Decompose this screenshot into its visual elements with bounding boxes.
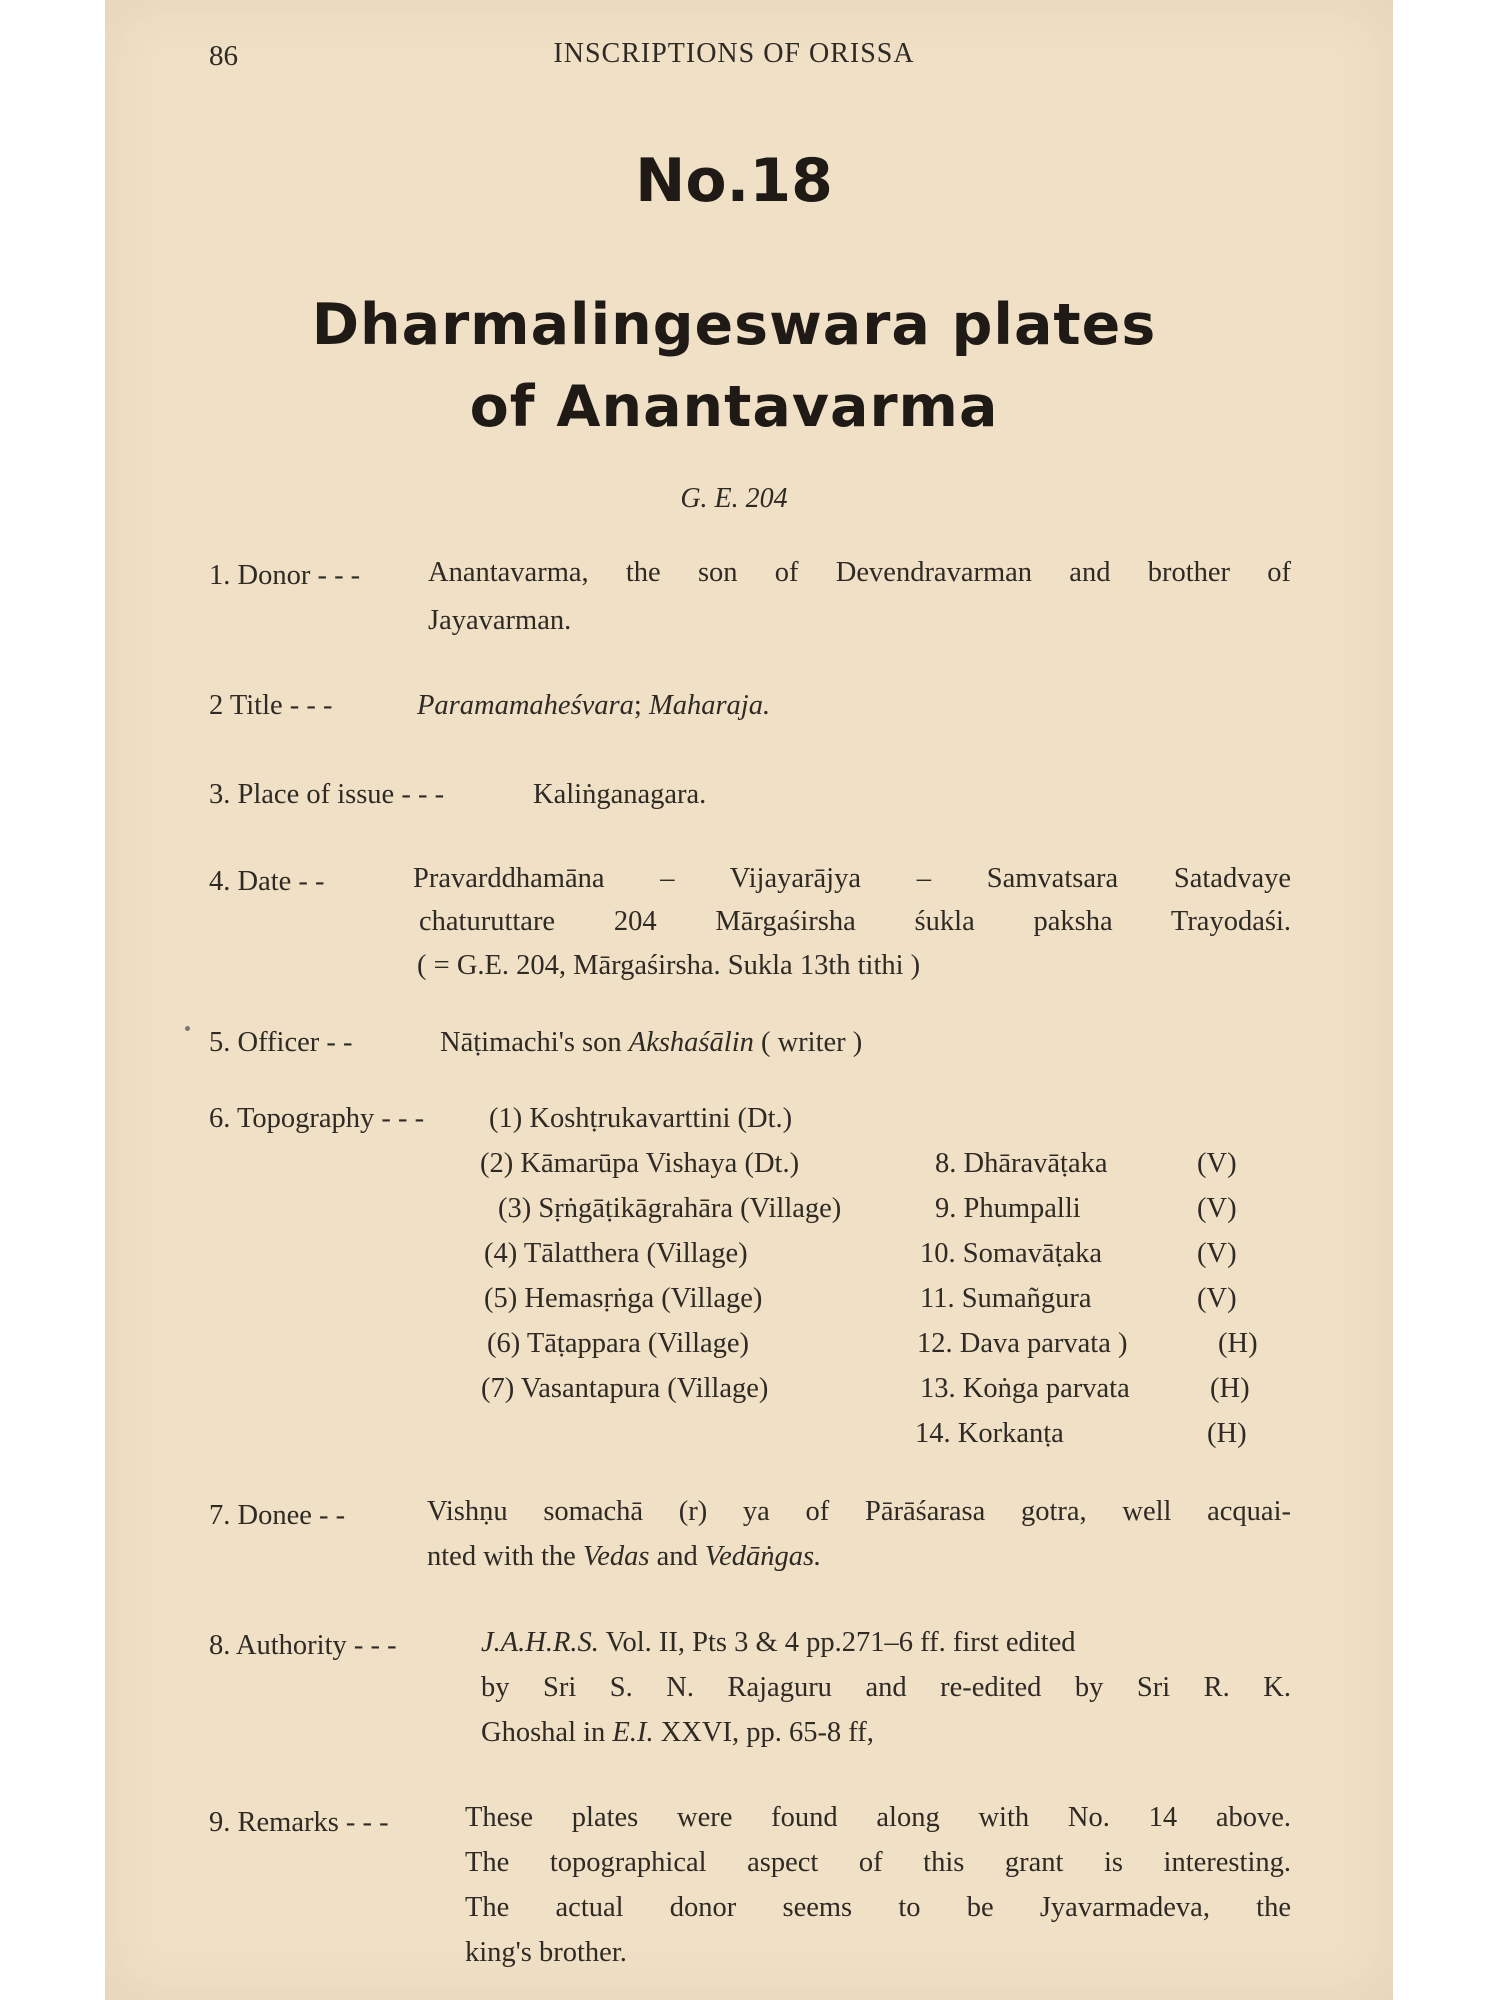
remarks-label: 9. Remarks - - - <box>209 1807 389 1838</box>
authority-line-1 <box>481 1627 1076 1659</box>
remarks-line-3: The actual donor seems to be Jyavarmadeva, the <box>465 1892 1291 1923</box>
date-line-1: Pravarddhamāna – Vijayarājya – Samvatsara Satadvaye <box>413 863 1291 894</box>
era-date: G. E. 204 <box>680 483 788 514</box>
officer-label: 5. Officer - - <box>209 1027 353 1058</box>
donee-vedas: Vedas <box>582 1541 650 1572</box>
topography-item-8-code: (V) <box>1197 1148 1237 1179</box>
topography-item-7: (7) Vasantapura (Village) <box>481 1373 769 1404</box>
officer-value <box>440 1027 862 1059</box>
date-label: 4. Date - - <box>209 866 325 897</box>
topography-item-12: 12. Dava parvata ) <box>917 1328 1128 1359</box>
title-line-2: of Anantavarma <box>469 374 999 440</box>
topography-item-9: 9. Phumpalli <box>935 1193 1081 1224</box>
title-label: 2 Title - - - <box>209 690 333 721</box>
remarks-line-4: king's brother. <box>465 1937 627 1968</box>
donee-label: 7. Donee - - <box>209 1500 346 1531</box>
remarks-line-1: These plates were found along with No. 14 above. <box>465 1802 1291 1833</box>
donor-line-2: Jayavarman. <box>428 605 572 636</box>
page-number: 86 <box>209 40 238 72</box>
date-line-3: ( = G.E. 204, Mārgaśirsha. Sukla 13th tithi ) <box>417 950 921 981</box>
topography-item-9-code: (V) <box>1197 1193 1237 1224</box>
topography-item-4: (4) Tālatthera (Village) <box>484 1238 748 1269</box>
title-value-2: Maharaja. <box>648 690 771 721</box>
donee-line-1: Vishṇu somachā (r) ya of Pārāśarasa gotra, well acquai- <box>427 1496 1291 1527</box>
authority-line-3-prefix: Ghoshal in <box>481 1717 606 1748</box>
donor-line-1: Anantavarma, the son of Devendravarman and brother of <box>428 557 1291 588</box>
topography-item-2: (2) Kāmarūpa Vishaya (Dt.) <box>480 1148 800 1179</box>
donee-and: and <box>656 1541 698 1572</box>
authority-journal-1: J.A.H.R.S. <box>481 1627 599 1658</box>
topography-item-10-code: (V) <box>1197 1238 1237 1269</box>
officer-suffix: ( writer ) <box>760 1027 863 1058</box>
running-header: INSCRIPTIONS OF ORISSA <box>553 38 915 69</box>
topography-label: 6. Topography - - - <box>209 1103 425 1134</box>
topography-item-12-code: (H) <box>1218 1328 1258 1359</box>
topography-item-11-code: (V) <box>1197 1283 1237 1314</box>
authority-journal-2: E.I. <box>612 1717 654 1748</box>
topography-item-14-code: (H) <box>1207 1418 1247 1449</box>
topography-item-1: (1) Koshṭrukavarttini (Dt.) <box>489 1103 793 1134</box>
topography-item-8: 8. Dhāravāṭaka <box>935 1148 1108 1179</box>
topography-item-5: (5) Hemasṛṅga (Village) <box>484 1283 763 1314</box>
place-value: Kaliṅganagara. <box>533 779 707 810</box>
topography-item-11: 11. Sumañgura <box>920 1283 1092 1314</box>
margin-mark <box>185 1026 190 1031</box>
authority-line-3 <box>481 1717 874 1749</box>
authority-line-1-rest: Vol. II, Pts 3 & 4 pp.271–6 ff. first edited <box>605 1627 1076 1658</box>
title-value <box>417 690 770 722</box>
officer-prefix: Nāṭimachi's son <box>440 1027 622 1058</box>
place-label: 3. Place of issue - - - <box>209 779 445 810</box>
topography-item-6: (6) Tāṭappara (Village) <box>487 1328 750 1359</box>
title-value-1: Paramamaheśvara <box>417 690 634 721</box>
topography-item-13: 13. Koṅga parvata <box>920 1373 1130 1404</box>
topography-item-13-code: (H) <box>1210 1373 1250 1404</box>
book-page <box>105 0 1393 2000</box>
title-separator: ; <box>633 690 642 721</box>
topography-item-3: (3) Sṛṅgāṭikāgrahāra (Village) <box>498 1193 842 1224</box>
donee-line-2 <box>427 1541 821 1573</box>
donor-label: 1. Donor - - - <box>209 560 361 591</box>
remarks-line-2: The topographical aspect of this grant is interesting. <box>465 1847 1291 1878</box>
donee-prefix: nted with the <box>427 1541 576 1572</box>
officer-name: Akshaśālin <box>628 1027 754 1058</box>
topography-item-14: 14. Korkanṭa <box>915 1418 1064 1449</box>
title-line-1: Dharmalingeswara plates <box>311 292 1157 358</box>
date-line-2: chaturuttare 204 Mārgaśirsha śukla paksha Trayodaśi. <box>419 906 1291 937</box>
authority-line-2: by Sri S. N. Rajaguru and re-edited by Sri R. K. <box>481 1672 1291 1703</box>
authority-line-3-rest: XXVI, pp. 65-8 ff, <box>660 1717 874 1748</box>
topography-item-10: 10. Somavāṭaka <box>920 1238 1103 1269</box>
donee-vedangas: Vedāṅgas. <box>704 1541 822 1572</box>
document-number: No.18 <box>635 146 833 216</box>
authority-label: 8. Authority - - - <box>209 1630 397 1661</box>
